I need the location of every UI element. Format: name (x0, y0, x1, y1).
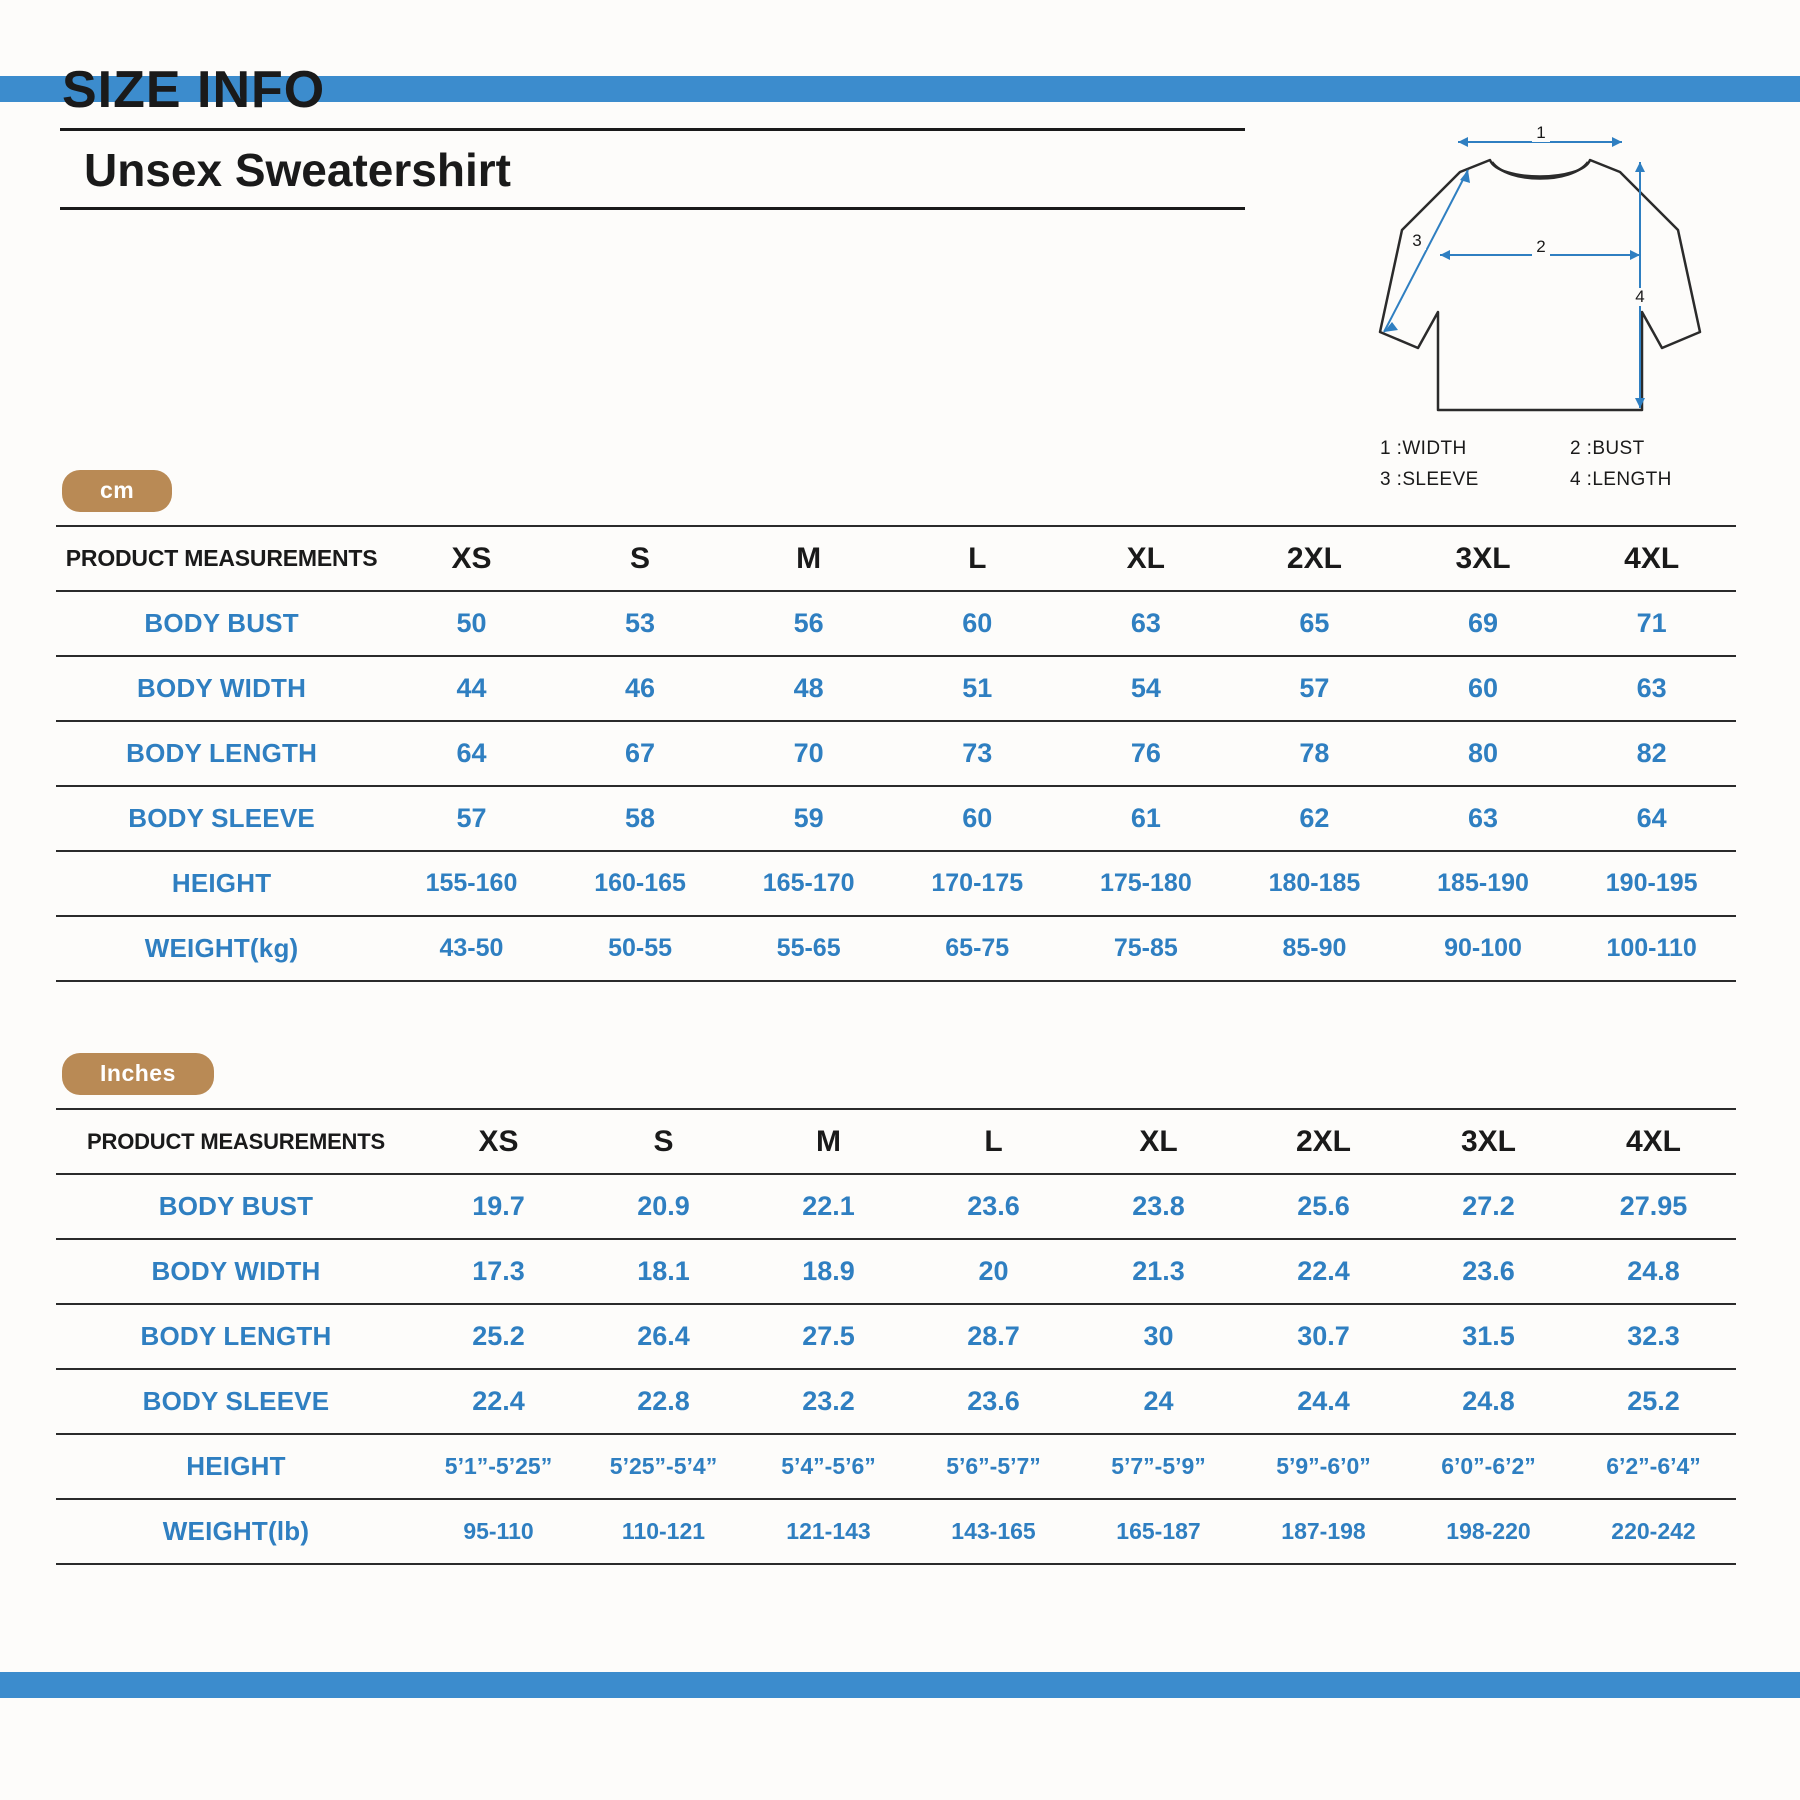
cell: 48 (724, 656, 893, 721)
marker-2: 2 (1536, 237, 1546, 256)
cell: 57 (387, 786, 556, 851)
cm-table-wrap (56, 525, 1736, 982)
size-col-3xl: 3XL (1399, 526, 1568, 591)
cell: 5’9”-6’0” (1241, 1434, 1406, 1499)
cell: 90-100 (1399, 916, 1568, 981)
cell: 170-175 (893, 851, 1062, 916)
marker-4: 4 (1635, 287, 1645, 306)
cell: 64 (387, 721, 556, 786)
cell: 32.3 (1571, 1304, 1736, 1369)
cell: 64 (1567, 786, 1736, 851)
cell: 155-160 (387, 851, 556, 916)
cell: 23.8 (1076, 1174, 1241, 1239)
size-col-4xl: 4XL (1571, 1109, 1736, 1174)
row-label-body-bust: BODY BUST (56, 1174, 416, 1239)
cell: 27.5 (746, 1304, 911, 1369)
cell: 78 (1230, 721, 1399, 786)
unit-badge-cm: cm (62, 470, 172, 512)
cell: 6’0”-6’2” (1406, 1434, 1571, 1499)
cell: 5’25”-5’4” (581, 1434, 746, 1499)
cell: 43-50 (387, 916, 556, 981)
cell: 76 (1062, 721, 1231, 786)
cell: 24.4 (1241, 1369, 1406, 1434)
product-subtitle: Unsex Sweatershirt (84, 144, 511, 196)
cell: 23.2 (746, 1369, 911, 1434)
size-col-s: S (556, 526, 725, 591)
cell: 24.8 (1406, 1369, 1571, 1434)
garment-diagram (1340, 120, 1740, 450)
cell: 187-198 (1241, 1499, 1406, 1564)
size-col-l: L (911, 1109, 1076, 1174)
cell: 65-75 (893, 916, 1062, 981)
cell: 82 (1567, 721, 1736, 786)
cell: 22.8 (581, 1369, 746, 1434)
cell: 5’1”-5’25” (416, 1434, 581, 1499)
cell: 80 (1399, 721, 1568, 786)
cell: 180-185 (1230, 851, 1399, 916)
cell: 165-170 (724, 851, 893, 916)
legend-length: 4 :LENGTH (1570, 469, 1672, 490)
cell: 24 (1076, 1369, 1241, 1434)
cell: 30.7 (1241, 1304, 1406, 1369)
cell: 57 (1230, 656, 1399, 721)
cell: 5’7”-5’9” (1076, 1434, 1241, 1499)
cell: 31.5 (1406, 1304, 1571, 1369)
cell: 100-110 (1567, 916, 1736, 981)
cell: 190-195 (1567, 851, 1736, 916)
cell: 22.1 (746, 1174, 911, 1239)
cell: 54 (1062, 656, 1231, 721)
cell: 69 (1399, 591, 1568, 656)
cell: 44 (387, 656, 556, 721)
cell: 59 (724, 786, 893, 851)
cell: 73 (893, 721, 1062, 786)
table-row (56, 786, 1736, 851)
cell: 30 (1076, 1304, 1241, 1369)
cell: 67 (556, 721, 725, 786)
cell: 60 (1399, 656, 1568, 721)
cell: 22.4 (416, 1369, 581, 1434)
size-col-xl: XL (1076, 1109, 1241, 1174)
cell: 63 (1062, 591, 1231, 656)
size-col-xl: XL (1062, 526, 1231, 591)
cell: 25.2 (416, 1304, 581, 1369)
cell: 110-121 (581, 1499, 746, 1564)
bottom-accent-bar (0, 1672, 1800, 1698)
size-col-4xl: 4XL (1567, 526, 1736, 591)
row-label-weight-lb: WEIGHT(lb) (56, 1499, 416, 1564)
cell: 27.95 (1571, 1174, 1736, 1239)
cell: 121-143 (746, 1499, 911, 1564)
legend-row (1380, 438, 1770, 460)
table-row (56, 1369, 1736, 1434)
size-col-s: S (581, 1109, 746, 1174)
cell: 220-242 (1571, 1499, 1736, 1564)
cell: 5’6”-5’7” (911, 1434, 1076, 1499)
cm-size-table (56, 525, 1736, 982)
cell: 23.6 (1406, 1239, 1571, 1304)
cell: 175-180 (1062, 851, 1231, 916)
cell: 143-165 (911, 1499, 1076, 1564)
row-label-body-sleeve: BODY SLEEVE (56, 786, 387, 851)
cell: 50 (387, 591, 556, 656)
cell: 22.4 (1241, 1239, 1406, 1304)
cell: 50-55 (556, 916, 725, 981)
cell: 6’2”-6’4” (1571, 1434, 1736, 1499)
divider-bottom (60, 207, 1245, 210)
cell: 46 (556, 656, 725, 721)
table-row (56, 1434, 1736, 1499)
cell: 58 (556, 786, 725, 851)
cell: 61 (1062, 786, 1231, 851)
unit-badge-inches: Inches (62, 1053, 214, 1095)
size-col-2xl: 2XL (1241, 1109, 1406, 1174)
size-col-2xl: 2XL (1230, 526, 1399, 591)
table-row (56, 1174, 1736, 1239)
table-header-row (56, 526, 1736, 591)
cell: 5’4”-5’6” (746, 1434, 911, 1499)
cell: 63 (1567, 656, 1736, 721)
row-label-height: HEIGHT (56, 1434, 416, 1499)
size-col-m: M (746, 1109, 911, 1174)
cell: 23.6 (911, 1369, 1076, 1434)
cell: 55-65 (724, 916, 893, 981)
inch-size-table (56, 1108, 1736, 1565)
row-label-body-length: BODY LENGTH (56, 1304, 416, 1369)
cell: 51 (893, 656, 1062, 721)
cell: 18.1 (581, 1239, 746, 1304)
cell: 53 (556, 591, 725, 656)
cell: 20.9 (581, 1174, 746, 1239)
table-header-row (56, 1109, 1736, 1174)
table-row (56, 916, 1736, 981)
cell: 25.6 (1241, 1174, 1406, 1239)
inch-table-wrap (56, 1108, 1736, 1565)
table-row (56, 851, 1736, 916)
cell: 56 (724, 591, 893, 656)
legend-bust: 2 :BUST (1570, 438, 1645, 459)
cell: 185-190 (1399, 851, 1568, 916)
size-col-m: M (724, 526, 893, 591)
cell: 27.2 (1406, 1174, 1571, 1239)
size-col-3xl: 3XL (1406, 1109, 1571, 1174)
table-row (56, 1499, 1736, 1564)
cell: 18.9 (746, 1239, 911, 1304)
row-label-body-width: BODY WIDTH (56, 1239, 416, 1304)
cell: 20 (911, 1239, 1076, 1304)
row-label-body-length: BODY LENGTH (56, 721, 387, 786)
cell: 165-187 (1076, 1499, 1241, 1564)
row-label-body-width: BODY WIDTH (56, 656, 387, 721)
cell: 65 (1230, 591, 1399, 656)
marker-1: 1 (1536, 123, 1546, 142)
cell: 70 (724, 721, 893, 786)
row-label-body-bust: BODY BUST (56, 591, 387, 656)
marker-3: 3 (1412, 231, 1422, 250)
corner-label: PRODUCT MEASUREMENTS (56, 526, 387, 591)
table-row (56, 721, 1736, 786)
cell: 71 (1567, 591, 1736, 656)
cell: 17.3 (416, 1239, 581, 1304)
unit-badge-cm-wrap (62, 470, 172, 512)
legend-row (1380, 469, 1770, 491)
cell: 62 (1230, 786, 1399, 851)
cell: 26.4 (581, 1304, 746, 1369)
cell: 160-165 (556, 851, 725, 916)
size-col-l: L (893, 526, 1062, 591)
table-row (56, 1239, 1736, 1304)
cell: 95-110 (416, 1499, 581, 1564)
cell: 60 (893, 591, 1062, 656)
cell: 60 (893, 786, 1062, 851)
cell: 23.6 (911, 1174, 1076, 1239)
size-col-xs: XS (387, 526, 556, 591)
divider-top (60, 128, 1245, 131)
legend-sleeve: 3 :SLEEVE (1380, 469, 1479, 490)
cell: 24.8 (1571, 1239, 1736, 1304)
title-block (60, 60, 1250, 210)
row-label-weight-kg: WEIGHT(kg) (56, 916, 387, 981)
table-row (56, 591, 1736, 656)
page-title: SIZE INFO (62, 61, 326, 119)
cell: 85-90 (1230, 916, 1399, 981)
table-row (56, 1304, 1736, 1369)
cell: 75-85 (1062, 916, 1231, 981)
cell: 28.7 (911, 1304, 1076, 1369)
cell: 19.7 (416, 1174, 581, 1239)
cell: 21.3 (1076, 1239, 1241, 1304)
size-col-xs: XS (416, 1109, 581, 1174)
row-label-height: HEIGHT (56, 851, 387, 916)
corner-label: PRODUCT MEASUREMENTS (56, 1109, 416, 1174)
unit-badge-inches-wrap (62, 1053, 214, 1095)
table-row (56, 656, 1736, 721)
cell: 25.2 (1571, 1369, 1736, 1434)
legend-width: 1 :WIDTH (1380, 438, 1467, 459)
row-label-body-sleeve: BODY SLEEVE (56, 1369, 416, 1434)
cell: 198-220 (1406, 1499, 1571, 1564)
cell: 63 (1399, 786, 1568, 851)
diagram-legend (1380, 438, 1770, 500)
